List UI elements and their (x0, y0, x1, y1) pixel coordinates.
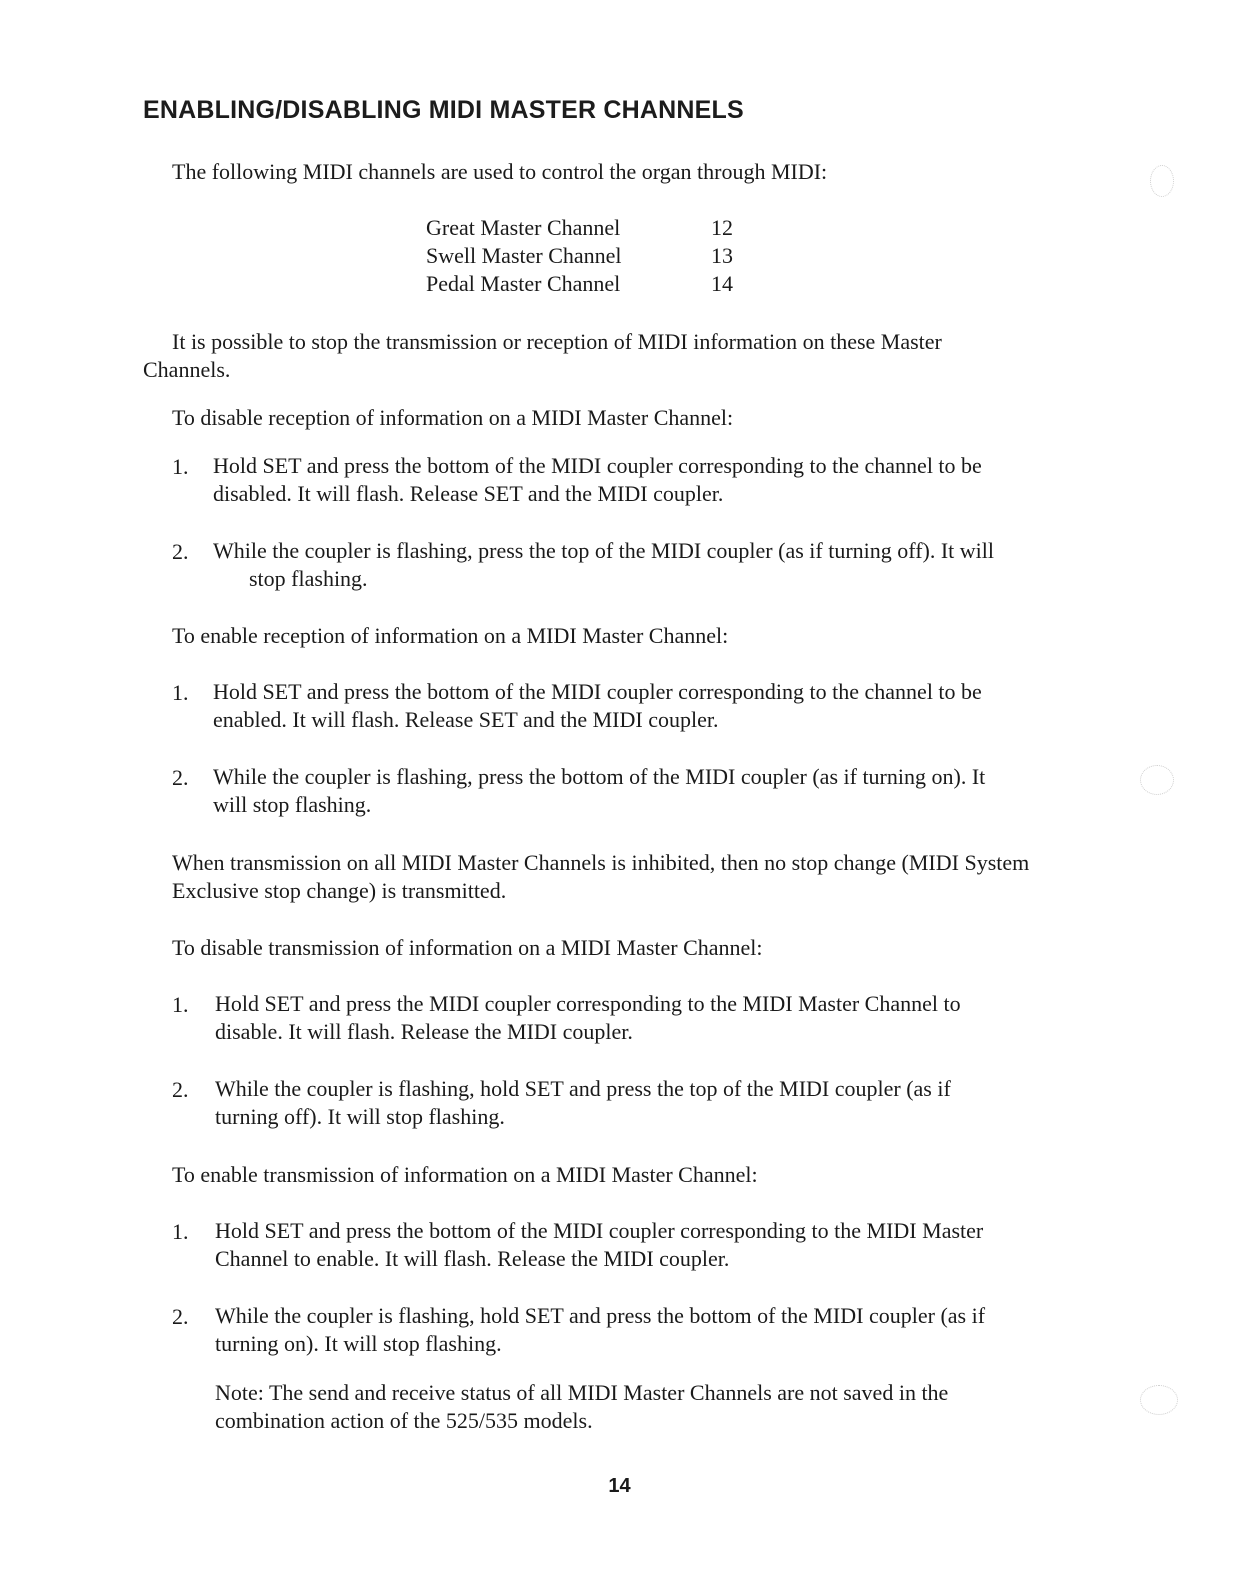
step-text: enabled. It will flash. Release SET and the MIDI coupler. (213, 707, 719, 732)
enable-transmission-intro: To enable transmission of information on a MIDI Master Channel: (172, 1162, 758, 1187)
step-text: Hold SET and press the bottom of the MIDI coupler corresponding to the MIDI Master (215, 1218, 984, 1243)
step-text: Hold SET and press the MIDI coupler corresponding to the MIDI Master Channel to (215, 991, 961, 1016)
step-text: While the coupler is flashing, press the top of the MIDI coupler (as if turning off). It will (213, 538, 995, 563)
possible-paragraph-line2: Channels. (143, 357, 231, 382)
section-heading: ENABLING/DISABLING MIDI MASTER CHANNELS (143, 96, 744, 124)
step-number: 2. (172, 1304, 189, 1329)
step-text: will stop flashing. (213, 792, 372, 817)
step-text: While the coupler is flashing, press the bottom of the MIDI coupler (as if turning on). It (213, 764, 986, 789)
note-line2: combination action of the 525/535 models. (215, 1408, 593, 1433)
channel-row (426, 214, 733, 242)
channel-row (426, 242, 733, 270)
step-number: 1. (172, 454, 189, 479)
step-text: Hold SET and press the bottom of the MIDI coupler corresponding to the channel to be (213, 679, 982, 704)
step-number: 2. (172, 539, 189, 564)
enable-reception-intro: To enable reception of information on a MIDI Master Channel: (172, 623, 729, 648)
channel-row (426, 270, 733, 298)
channel-name: Swell Master Channel (426, 243, 622, 268)
step-number: 1. (172, 992, 189, 1017)
channel-number: 14 (711, 271, 733, 296)
transmission-note-line1: When transmission on all MIDI Master Channels is inhibited, then no stop change (MIDI System (172, 850, 1030, 875)
scan-artifact (1140, 765, 1174, 795)
scan-artifact (1150, 165, 1174, 197)
step-text: Hold SET and press the bottom of the MIDI coupler corresponding to the channel to be (213, 453, 982, 478)
step-text: While the coupler is flashing, hold SET and press the bottom of the MIDI coupler (as if (215, 1303, 986, 1328)
step-text: stop flashing. (249, 566, 368, 591)
step-text: turning off). It will stop flashing. (215, 1104, 505, 1129)
page-number: 14 (608, 1475, 631, 1497)
step-text: turning on). It will stop flashing. (215, 1331, 502, 1356)
note-line1: Note: The send and receive status of all MIDI Master Channels are not saved in the (215, 1380, 949, 1405)
step-text: disabled. It will flash. Release SET and the MIDI coupler. (213, 481, 724, 506)
step-text: Channel to enable. It will flash. Release the MIDI coupler. (215, 1246, 730, 1271)
intro-paragraph: The following MIDI channels are used to control the organ through MIDI: (172, 159, 828, 184)
disable-reception-intro: To disable reception of information on a MIDI Master Channel: (172, 405, 734, 430)
channel-name: Great Master Channel (426, 215, 621, 240)
step-text: While the coupler is flashing, hold SET and press the top of the MIDI coupler (as if (215, 1076, 951, 1101)
channel-name: Pedal Master Channel (426, 271, 621, 296)
scan-artifact (1140, 1385, 1178, 1415)
step-number: 1. (172, 680, 189, 705)
possible-paragraph-line1: It is possible to stop the transmission or reception of MIDI information on these Master (172, 329, 942, 354)
step-number: 2. (172, 1077, 189, 1102)
master-channel-table (426, 214, 733, 298)
step-number: 2. (172, 765, 189, 790)
channel-number: 12 (711, 215, 733, 240)
transmission-note-line2: Exclusive stop change) is transmitted. (172, 878, 507, 903)
step-text: disable. It will flash. Release the MIDI coupler. (215, 1019, 633, 1044)
channel-number: 13 (711, 243, 733, 268)
step-number: 1. (172, 1219, 189, 1244)
disable-transmission-intro: To disable transmission of information on a MIDI Master Channel: (172, 935, 763, 960)
